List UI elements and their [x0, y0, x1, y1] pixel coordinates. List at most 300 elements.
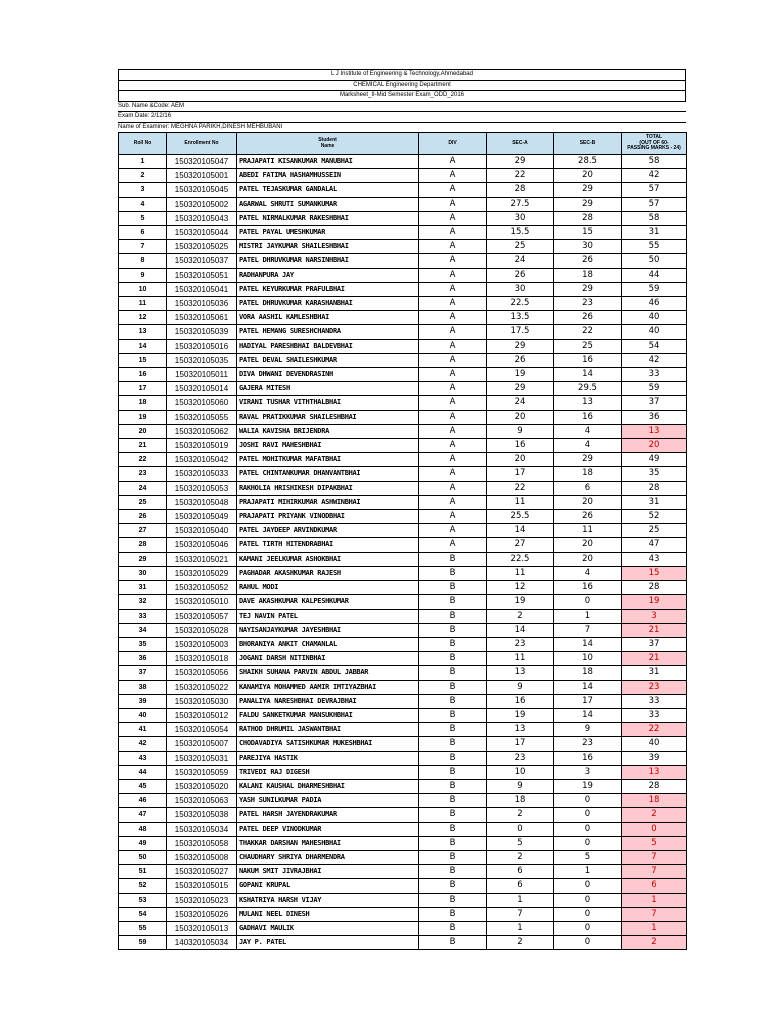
cell-sec-b: 22: [554, 325, 622, 339]
cell-enrollment-no: 150320105027: [167, 865, 237, 879]
cell-sec-b: 26: [554, 510, 622, 524]
cell-div: B: [419, 680, 487, 694]
cell-student-name: PATEL NIRMALKUMAR RAKESHBHAI: [237, 211, 419, 225]
cell-sec-b: 3: [554, 765, 622, 779]
col-header-div: DIV: [419, 133, 487, 155]
cell-sec-a: 23: [487, 637, 554, 651]
table-row: [119, 169, 687, 183]
cell-sec-b: 0: [554, 936, 622, 950]
cell-sec-b: 0: [554, 921, 622, 935]
cell-student-name: GOPANI KRUPAL: [237, 879, 419, 893]
cell-total: 31: [622, 666, 687, 680]
cell-student-name: GAJERA MITESH: [237, 382, 419, 396]
cell-student-name: CHODAVADIYA SATISHKUMAR MUKESHBHAI: [237, 737, 419, 751]
cell-div: B: [419, 652, 487, 666]
cell-student-name: PATEL DEEP VINODKUMAR: [237, 822, 419, 836]
cell-enrollment-no: 150320105049: [167, 510, 237, 524]
cell-total: 59: [622, 382, 687, 396]
cell-total: 2: [622, 936, 687, 950]
cell-student-name: RAKHOLIA HRISHIKESH DIPAKBHAI: [237, 481, 419, 495]
cell-roll-no: 31: [119, 581, 167, 595]
cell-div: A: [419, 169, 487, 183]
cell-div: B: [419, 936, 487, 950]
cell-student-name: PAREJIYA HASTIK: [237, 751, 419, 765]
cell-total: 54: [622, 339, 687, 353]
cell-div: A: [419, 453, 487, 467]
table-row: [119, 723, 687, 737]
cell-total: 33: [622, 694, 687, 708]
table-row: [119, 282, 687, 296]
cell-total: 58: [622, 211, 687, 225]
cell-student-name: GADHAVI MAULIK: [237, 921, 419, 935]
cell-student-name: PATEL HEMANG SURESHCHANDRA: [237, 325, 419, 339]
table-row: [119, 850, 687, 864]
cell-student-name: PRAJAPATI KISANKUMAR MANUBHAI: [237, 155, 419, 169]
cell-total: 1: [622, 921, 687, 935]
cell-sec-a: 2: [487, 850, 554, 864]
cell-sec-a: 25: [487, 240, 554, 254]
cell-div: A: [419, 282, 487, 296]
cell-sec-b: 16: [554, 353, 622, 367]
cell-roll-no: 29: [119, 552, 167, 566]
cell-total: 13: [622, 765, 687, 779]
table-row: [119, 765, 687, 779]
cell-roll-no: 8: [119, 254, 167, 268]
table-row: [119, 183, 687, 197]
cell-roll-no: 17: [119, 382, 167, 396]
cell-student-name: JOGANI DARSH NITINBHAI: [237, 652, 419, 666]
table-header-row: [119, 133, 687, 155]
cell-roll-no: 9: [119, 268, 167, 282]
cell-sec-a: 17: [487, 737, 554, 751]
cell-sec-b: 19: [554, 779, 622, 793]
cell-enrollment-no: 150320105001: [167, 169, 237, 183]
cell-div: B: [419, 737, 487, 751]
cell-roll-no: 44: [119, 765, 167, 779]
table-row: [119, 779, 687, 793]
marksheet: [118, 69, 686, 950]
cell-roll-no: 27: [119, 524, 167, 538]
cell-roll-no: 18: [119, 396, 167, 410]
cell-enrollment-no: 150320105040: [167, 524, 237, 538]
cell-total: 57: [622, 197, 687, 211]
cell-div: B: [419, 879, 487, 893]
cell-student-name: KALANI KAUSHAL DHARMESHBHAI: [237, 779, 419, 793]
cell-sec-b: 14: [554, 368, 622, 382]
cell-enrollment-no: 150320105061: [167, 311, 237, 325]
cell-sec-b: 5: [554, 850, 622, 864]
cell-roll-no: 35: [119, 637, 167, 651]
cell-div: A: [419, 197, 487, 211]
cell-roll-no: 22: [119, 453, 167, 467]
cell-roll-no: 2: [119, 169, 167, 183]
cell-div: B: [419, 907, 487, 921]
table-row: [119, 794, 687, 808]
cell-total: 59: [622, 282, 687, 296]
cell-roll-no: 54: [119, 907, 167, 921]
cell-sec-a: 20: [487, 453, 554, 467]
cell-roll-no: 47: [119, 808, 167, 822]
cell-roll-no: 42: [119, 737, 167, 751]
cell-student-name: FALDU SANKETKUMAR MANSUKHBHAI: [237, 708, 419, 722]
exam-title: Marksheet_II-Mid Semester Exam_ODD_2016: [118, 90, 686, 101]
cell-div: A: [419, 439, 487, 453]
cell-enrollment-no: 150320105011: [167, 368, 237, 382]
cell-total: 2: [622, 808, 687, 822]
cell-student-name: VORA AASHIL KAMLESHBHAI: [237, 311, 419, 325]
cell-sec-a: 2: [487, 808, 554, 822]
cell-sec-b: 14: [554, 637, 622, 651]
cell-enrollment-no: 150320105015: [167, 879, 237, 893]
cell-sec-a: 16: [487, 439, 554, 453]
cell-roll-no: 4: [119, 197, 167, 211]
cell-roll-no: 39: [119, 694, 167, 708]
cell-div: A: [419, 240, 487, 254]
cell-sec-b: 0: [554, 595, 622, 609]
cell-total: 46: [622, 297, 687, 311]
cell-total: 43: [622, 552, 687, 566]
cell-total: 13: [622, 424, 687, 438]
table-body: [119, 155, 687, 950]
cell-div: A: [419, 325, 487, 339]
cell-div: B: [419, 850, 487, 864]
cell-sec-b: 14: [554, 708, 622, 722]
cell-div: A: [419, 396, 487, 410]
cell-roll-no: 6: [119, 226, 167, 240]
cell-div: B: [419, 666, 487, 680]
cell-enrollment-no: 150320105054: [167, 723, 237, 737]
cell-sec-a: 11: [487, 652, 554, 666]
cell-enrollment-no: 150320105042: [167, 453, 237, 467]
institute-title: L J Institute of Engineering & Technology,Ahmedabad: [118, 69, 686, 80]
cell-sec-a: 26: [487, 268, 554, 282]
cell-enrollment-no: 150320105044: [167, 226, 237, 240]
cell-roll-no: 49: [119, 836, 167, 850]
col-header-enrollment: Enrollment No: [167, 133, 237, 155]
cell-sec-a: 19: [487, 368, 554, 382]
cell-roll-no: 59: [119, 936, 167, 950]
cell-enrollment-no: 150320105036: [167, 297, 237, 311]
table-row: [119, 439, 687, 453]
cell-sec-b: 0: [554, 794, 622, 808]
cell-roll-no: 37: [119, 666, 167, 680]
table-row: [119, 254, 687, 268]
table-row: [119, 566, 687, 580]
cell-sec-a: 2: [487, 936, 554, 950]
cell-student-name: PRAJAPATI PRIYANK VINODBHAI: [237, 510, 419, 524]
cell-roll-no: 5: [119, 211, 167, 225]
cell-student-name: TEJ NAVIN PATEL: [237, 609, 419, 623]
cell-sec-b: 20: [554, 552, 622, 566]
cell-div: A: [419, 538, 487, 552]
cell-enrollment-no: 150320105010: [167, 595, 237, 609]
cell-div: B: [419, 779, 487, 793]
cell-sec-b: 16: [554, 581, 622, 595]
cell-student-name: WALIA KAVISHA BRIJENDRA: [237, 424, 419, 438]
cell-sec-b: 29: [554, 197, 622, 211]
cell-total: 42: [622, 353, 687, 367]
cell-sec-b: 16: [554, 751, 622, 765]
cell-student-name: KANAMIYA MOHAMMED AAMIR IMTIYAZBHAI: [237, 680, 419, 694]
cell-sec-a: 24: [487, 396, 554, 410]
cell-div: A: [419, 254, 487, 268]
cell-roll-no: 28: [119, 538, 167, 552]
cell-div: B: [419, 893, 487, 907]
cell-sec-a: 17: [487, 467, 554, 481]
cell-student-name: YASH SUNILKUMAR PADIA: [237, 794, 419, 808]
cell-enrollment-no: 150320105012: [167, 708, 237, 722]
cell-total: 36: [622, 410, 687, 424]
cell-student-name: ABEDI FATIMA HASHAMHUSSEIN: [237, 169, 419, 183]
cell-sec-b: 20: [554, 169, 622, 183]
cell-roll-no: 51: [119, 865, 167, 879]
cell-student-name: PATEL JAYDEEP ARVINDKUMAR: [237, 524, 419, 538]
cell-sec-b: 23: [554, 737, 622, 751]
cell-total: 18: [622, 794, 687, 808]
cell-student-name: RAVAL PRATIKKUMAR SHAILESHBHAI: [237, 410, 419, 424]
cell-sec-a: 9: [487, 424, 554, 438]
cell-sec-b: 1: [554, 609, 622, 623]
cell-sec-b: 6: [554, 481, 622, 495]
cell-student-name: PATEL KEYURKUMAR PRAFULBHAI: [237, 282, 419, 296]
cell-sec-b: 15: [554, 226, 622, 240]
cell-roll-no: 48: [119, 822, 167, 836]
cell-div: B: [419, 765, 487, 779]
table-row: [119, 836, 687, 850]
cell-sec-a: 25.5: [487, 510, 554, 524]
table-row: [119, 680, 687, 694]
cell-enrollment-no: 150320105019: [167, 439, 237, 453]
cell-div: B: [419, 694, 487, 708]
cell-sec-b: 18: [554, 268, 622, 282]
cell-roll-no: 12: [119, 311, 167, 325]
cell-roll-no: 33: [119, 609, 167, 623]
cell-enrollment-no: 150320105014: [167, 382, 237, 396]
cell-total: 23: [622, 680, 687, 694]
cell-enrollment-no: 150320105020: [167, 779, 237, 793]
cell-sec-a: 14: [487, 623, 554, 637]
cell-roll-no: 53: [119, 893, 167, 907]
cell-roll-no: 26: [119, 510, 167, 524]
cell-sec-b: 17: [554, 694, 622, 708]
col-header-total: [622, 133, 687, 155]
cell-student-name: NAYISANJAYKUMAR JAYESHBHAI: [237, 623, 419, 637]
cell-roll-no: 36: [119, 652, 167, 666]
cell-sec-b: 7: [554, 623, 622, 637]
cell-total: 28: [622, 581, 687, 595]
cell-sec-a: 13: [487, 666, 554, 680]
cell-div: B: [419, 552, 487, 566]
table-row: [119, 481, 687, 495]
cell-student-name: PATEL DHRUVKUMAR KARASHANBHAI: [237, 297, 419, 311]
table-row: [119, 339, 687, 353]
cell-sec-b: 26: [554, 254, 622, 268]
cell-div: B: [419, 581, 487, 595]
cell-sec-b: 26: [554, 311, 622, 325]
cell-roll-no: 40: [119, 708, 167, 722]
table-row: [119, 297, 687, 311]
cell-enrollment-no: 150320105003: [167, 637, 237, 651]
cell-sec-a: 26: [487, 353, 554, 367]
cell-sec-a: 27: [487, 538, 554, 552]
marks-table: [118, 132, 687, 950]
cell-sec-b: 4: [554, 424, 622, 438]
cell-student-name: SHAIKH SUHANA PARVIN ABDUL JABBAR: [237, 666, 419, 680]
cell-total: 1: [622, 893, 687, 907]
cell-sec-a: 5: [487, 836, 554, 850]
cell-enrollment-no: 150320105007: [167, 737, 237, 751]
cell-div: A: [419, 297, 487, 311]
cell-student-name: KAMANI JEELKUMAR ASHOKBHAI: [237, 552, 419, 566]
table-row: [119, 808, 687, 822]
cell-sec-a: 1: [487, 921, 554, 935]
cell-sec-b: 0: [554, 907, 622, 921]
table-row: [119, 581, 687, 595]
total-header-line1: TOTAL: [645, 134, 663, 141]
cell-student-name: DIVA DHWANI DEVENDRASINH: [237, 368, 419, 382]
cell-sec-b: 11: [554, 524, 622, 538]
cell-sec-b: 20: [554, 495, 622, 509]
table-row: [119, 751, 687, 765]
cell-student-name: PATEL DEVAL SHAILESHKUMAR: [237, 353, 419, 367]
cell-student-name: TRIVEDI RAJ DIGESH: [237, 765, 419, 779]
cell-sec-a: 19: [487, 708, 554, 722]
cell-sec-b: 0: [554, 836, 622, 850]
cell-student-name: PANALIYA NARESHBHAI DEVRAJBHAI: [237, 694, 419, 708]
cell-sec-a: 13: [487, 723, 554, 737]
cell-enrollment-no: 150320105008: [167, 850, 237, 864]
cell-total: 15: [622, 566, 687, 580]
cell-sec-a: 6: [487, 865, 554, 879]
cell-total: 42: [622, 169, 687, 183]
table-row: [119, 652, 687, 666]
cell-student-name: PATEL TIRTH HITENDRABHAI: [237, 538, 419, 552]
cell-total: 47: [622, 538, 687, 552]
cell-sec-a: 23: [487, 751, 554, 765]
cell-enrollment-no: 150320105041: [167, 282, 237, 296]
cell-enrollment-no: 150320105056: [167, 666, 237, 680]
cell-student-name: MULANI NEEL DINESH: [237, 907, 419, 921]
cell-roll-no: 15: [119, 353, 167, 367]
cell-roll-no: 50: [119, 850, 167, 864]
cell-total: 40: [622, 325, 687, 339]
table-row: [119, 396, 687, 410]
cell-enrollment-no: 150320105052: [167, 581, 237, 595]
table-row: [119, 368, 687, 382]
table-row: [119, 453, 687, 467]
cell-total: 39: [622, 751, 687, 765]
cell-sec-b: 30: [554, 240, 622, 254]
cell-enrollment-no: 150320105062: [167, 424, 237, 438]
cell-sec-a: 18: [487, 794, 554, 808]
cell-total: 21: [622, 623, 687, 637]
cell-enrollment-no: 150320105039: [167, 325, 237, 339]
cell-div: B: [419, 566, 487, 580]
cell-enrollment-no: 150320105057: [167, 609, 237, 623]
cell-div: A: [419, 467, 487, 481]
cell-div: A: [419, 311, 487, 325]
cell-student-name: PATEL HARSH JAYENDRAKUMAR: [237, 808, 419, 822]
table-row: [119, 211, 687, 225]
cell-sec-a: 11: [487, 495, 554, 509]
cell-total: 25: [622, 524, 687, 538]
cell-div: A: [419, 368, 487, 382]
cell-sec-a: 13.5: [487, 311, 554, 325]
cell-student-name: JAY P. PATEL: [237, 936, 419, 950]
cell-div: A: [419, 183, 487, 197]
cell-sec-a: 22: [487, 169, 554, 183]
cell-total: 35: [622, 467, 687, 481]
cell-roll-no: 41: [119, 723, 167, 737]
cell-enrollment-no: 150320105045: [167, 183, 237, 197]
cell-sec-b: 9: [554, 723, 622, 737]
cell-total: 55: [622, 240, 687, 254]
table-row: [119, 921, 687, 935]
cell-student-name: PAGHADAR AKASHKUMAR RAJESH: [237, 566, 419, 580]
cell-enrollment-no: 150320105060: [167, 396, 237, 410]
cell-enrollment-no: 150320105031: [167, 751, 237, 765]
cell-enrollment-no: 150320105046: [167, 538, 237, 552]
table-row: [119, 879, 687, 893]
cell-div: A: [419, 339, 487, 353]
col-header-sec-b: SEC-B: [554, 133, 622, 155]
cell-total: 58: [622, 155, 687, 169]
cell-enrollment-no: 140320105034: [167, 936, 237, 950]
table-row: [119, 708, 687, 722]
cell-total: 50: [622, 254, 687, 268]
cell-div: B: [419, 822, 487, 836]
cell-total: 44: [622, 268, 687, 282]
cell-total: 0: [622, 822, 687, 836]
cell-div: B: [419, 708, 487, 722]
total-header-line3: PASSING MARKS - 24): [627, 145, 681, 152]
cell-sec-b: 16: [554, 410, 622, 424]
cell-div: A: [419, 410, 487, 424]
cell-sec-a: 16: [487, 694, 554, 708]
cell-sec-a: 29: [487, 382, 554, 396]
cell-enrollment-no: 150320105037: [167, 254, 237, 268]
cell-roll-no: 7: [119, 240, 167, 254]
cell-sec-b: 28.5: [554, 155, 622, 169]
cell-div: A: [419, 226, 487, 240]
cell-div: B: [419, 836, 487, 850]
table-row: [119, 552, 687, 566]
cell-student-name: NAKUM SMIT JIVRAJBHAI: [237, 865, 419, 879]
col-header-roll: Roll No: [119, 133, 167, 155]
cell-roll-no: 55: [119, 921, 167, 935]
cell-roll-no: 10: [119, 282, 167, 296]
cell-sec-b: 0: [554, 822, 622, 836]
cell-sec-b: 25: [554, 339, 622, 353]
cell-enrollment-no: 150320105023: [167, 893, 237, 907]
cell-student-name: JOSHI RAVI MAHESHBHAI: [237, 439, 419, 453]
table-row: [119, 353, 687, 367]
cell-div: B: [419, 623, 487, 637]
cell-student-name: PATEL CHINTANKUMAR DHANVANTBHAI: [237, 467, 419, 481]
cell-div: B: [419, 865, 487, 879]
cell-total: 6: [622, 879, 687, 893]
cell-roll-no: 21: [119, 439, 167, 453]
cell-total: 3: [622, 609, 687, 623]
cell-div: A: [419, 424, 487, 438]
cell-student-name: DAVE AKASHKUMAR KALPESHKUMAR: [237, 595, 419, 609]
cell-enrollment-no: 150320105022: [167, 680, 237, 694]
cell-total: 7: [622, 907, 687, 921]
cell-total: 21: [622, 652, 687, 666]
cell-sec-a: 29: [487, 339, 554, 353]
cell-enrollment-no: 150320105043: [167, 211, 237, 225]
cell-total: 57: [622, 183, 687, 197]
